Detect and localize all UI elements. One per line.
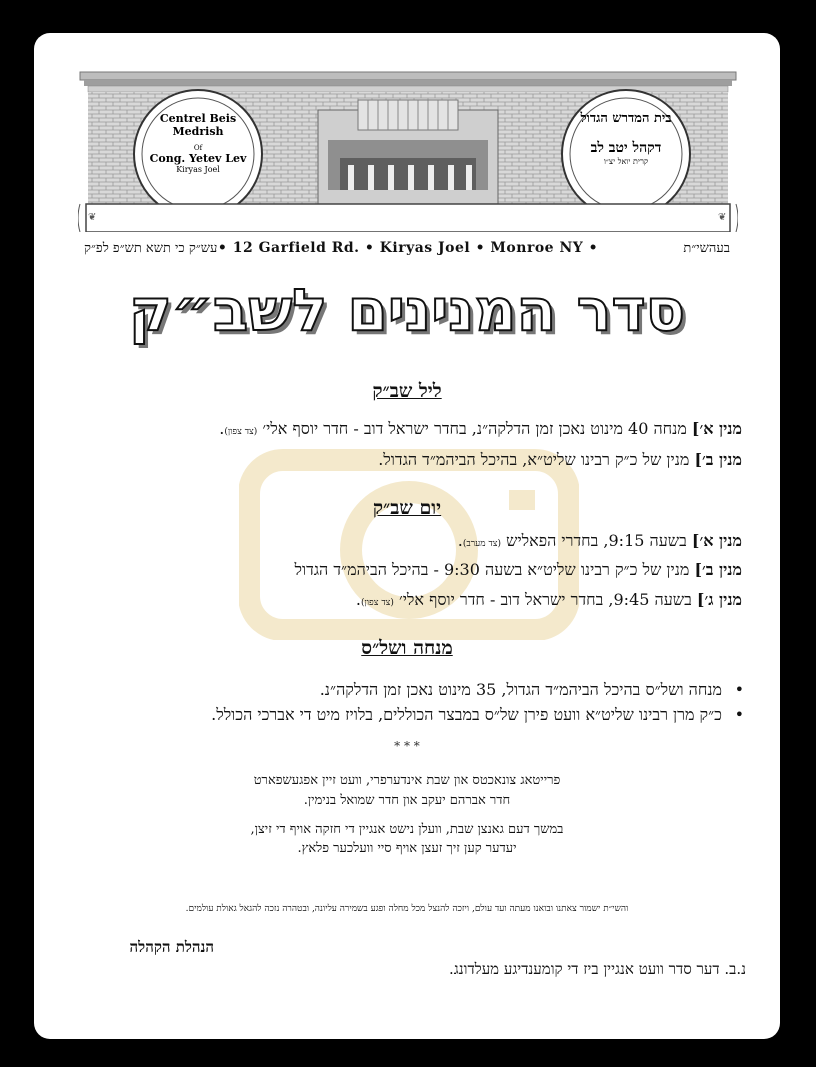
page-title: סדר המנינים לשב״ק (128, 276, 686, 344)
minyan-label: מנין א׳] (691, 419, 742, 438)
day-minyan-2 (294, 560, 742, 580)
mincha-bullet-2: • כ״ק מרן רבינו שליט״א וועט פירן של״ס במבצר הכוללים, בלויז מיט די אברכי הכולל. (211, 705, 722, 725)
svg-text:❦: ❦ (718, 212, 727, 223)
minyan-label: מנין ג׳] (696, 590, 742, 609)
minyan-text: מנין של כ״ק רבינו שליט״א, בהיכל הביהמ״ד הגדול. (378, 450, 690, 469)
bs-d-header: בעהשי״ת (683, 241, 730, 256)
document-page (34, 33, 780, 1039)
minyan-text: מנין של כ״ק רבינו שליט״א בשעה 9:30 - בהיכל הביהמ״ד הגדול (294, 560, 690, 579)
right-seal-text (562, 110, 690, 166)
notice-1-line-1: פרייטאג צונאכטס און שבת אינדערפרי, וועט זיין אפגעשפארט (253, 773, 561, 788)
minyan-label: מנין ב׳] (694, 560, 742, 579)
notice-1-line-2: חדר אברהם יעקב און חדר שמואל בנימין. (303, 793, 511, 808)
minyan-side-note: (צד צפון) (224, 427, 258, 437)
right-seal-name: דקהל יטב לב (590, 140, 662, 156)
notice-2-line-2: יעדער קען זיך זעצן אויף סיי וועלכער פלאץ. (297, 841, 517, 856)
signature: הנהלת הקהלה (129, 938, 214, 956)
minyan-label: מנין ב׳] (694, 450, 742, 469)
day-minyan-3: מנין ג׳] בשעה 9:45, בחדר ישראל דוב - חדר יוסף אלי׳ (צד צפון). (355, 590, 742, 609)
svg-text:❦: ❦ (88, 212, 97, 223)
section-heading-shabbos-day: יום שב״ק (372, 497, 442, 519)
mincha-bullet-1: • מנחה ושל״ס בהיכל הביהמ״ד הגדול, 35 מינוט נאכן זמן הדלקה״נ. (320, 680, 722, 700)
friday-minyan-1: מנין א׳] מנחה 40 מינוט נאכן זמן הדלקה״נ, בחדר ישראל דוב - חדר יוסף אלי׳ (צד צפון). (219, 419, 742, 438)
friday-minyan-2 (378, 450, 742, 470)
left-seal-of: Of (193, 144, 203, 152)
address-line: • 12 Garfield Rd. • Kiryas Joel • Monroe NY • (217, 240, 599, 256)
minyan-text: מנחה 40 מינוט נאכן זמן הדלקה״נ, בחדר ישראל דוב - חדר יוסף אלי׳ (262, 419, 687, 438)
left-seal-place: Kiryas Joel (176, 165, 220, 174)
notice-2-line-1: במשך דעם גאנצן שבת, וועלן נישט אנגיין די חזקה אויף די זיצן, (250, 822, 564, 837)
minyan-text: בשעה 9:15, בחדרי הפאליש (506, 531, 687, 550)
separator-stars: * * * (394, 739, 420, 753)
minyan-side-note: (צד צפון) (360, 598, 394, 608)
left-seal-text (134, 112, 262, 174)
date-hebrew: עש״ק כי תשא תש״פ לפ״ק (84, 241, 218, 256)
section-heading-mincha: מנחה ושל״ס (361, 637, 453, 659)
left-seal-name: Cong. Yetev Lev (149, 152, 247, 165)
footnote: נ.ב. דער סדר וועט אנגיין ביז די קומענדיגע מעלדונג. (449, 960, 746, 978)
closing-blessing: והשי״ת ישמור צאתנו ובואנו מעתה ועד עולם, ויזכה להנצל מכל מחלה ופגע בשמירה עליונה, ובטהרה נזכה להגאל גאולת עולמים. (185, 904, 629, 914)
minyan-label: מנין א׳] (691, 531, 742, 550)
day-minyan-1: מנין א׳] בשעה 9:15, בחדרי הפאליש (צד מערב). (457, 531, 742, 550)
right-seal-place: קרית יואל יצ״ו (603, 157, 649, 166)
minyan-text: בשעה 9:45, בחדר ישראל דוב - חדר יוסף אלי׳ (399, 590, 692, 609)
left-seal-arc: Centrel Beis Medrish (159, 112, 237, 138)
section-heading-friday-night: ליל שב״ק (372, 380, 442, 402)
right-seal-arc: בית המדרש הגדול (580, 111, 672, 126)
minyan-side-note: (צד מערב) (462, 539, 502, 549)
